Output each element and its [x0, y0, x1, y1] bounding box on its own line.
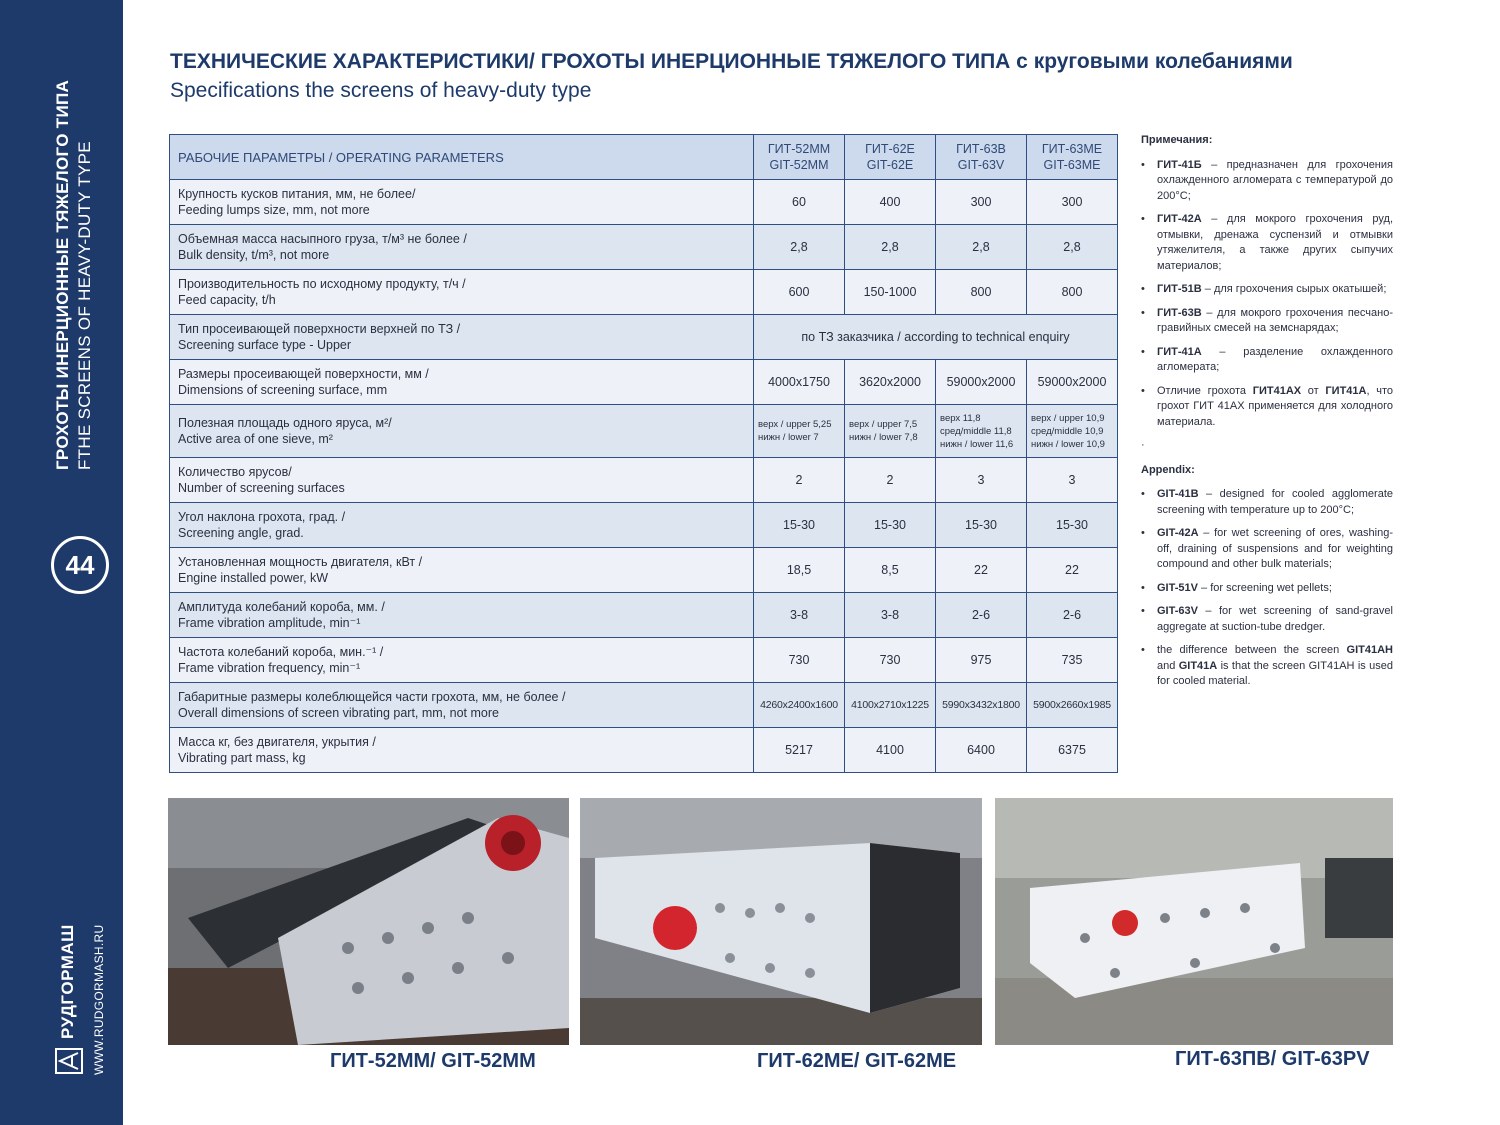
- param-label-ru: Установленная мощность двигателя, кВт /: [178, 555, 423, 569]
- table-row: [170, 180, 1118, 225]
- note-item: [1141, 526, 1393, 573]
- param-label-en: Screening surface type - Upper: [178, 338, 352, 352]
- param-label-ru: Крупность кусков питания, мм, не более/: [178, 187, 416, 201]
- param-label-en: Feeding lumps size, mm, not more: [178, 203, 370, 217]
- value-cell: 59000x2000: [1027, 360, 1118, 405]
- value-cell: 3620x2000: [845, 360, 936, 405]
- table-row: [170, 270, 1118, 315]
- note-item: [1141, 306, 1393, 337]
- param-label: [170, 503, 754, 548]
- note-text: – для мокрого грохочения руд, отмывки, дренажа суспензий и отмывки утяжелителя, а также других сыпучих материалов;: [1157, 213, 1393, 272]
- sidebar: [0, 0, 123, 1125]
- value-line: верх / upper 7,5: [849, 419, 918, 430]
- param-label-ru: Производительность по исходному продукту, т/ч /: [178, 277, 466, 291]
- value-cell: 735: [1027, 638, 1118, 683]
- notes-list-en: [1141, 487, 1393, 690]
- value-line: нижн / lower 7: [758, 432, 819, 443]
- value-cell: 4100x2710x1225: [845, 683, 936, 728]
- value-cell: 15-30: [1027, 503, 1118, 548]
- param-label-ru: Частота колебаний короба, мин.⁻¹ /: [178, 645, 384, 659]
- screen-machine-image: [580, 798, 982, 1045]
- note-text: – for wet screening of sand-gravel aggregate at suction-tube dredger.: [1157, 605, 1393, 633]
- note-model: ГИТ-42А: [1157, 213, 1202, 225]
- param-label: [170, 315, 754, 360]
- value-line: верх 11,8: [940, 412, 981, 424]
- param-label: [170, 593, 754, 638]
- note-text: , что грохот ГИТ 41АХ применяется для холодного материала.: [1157, 384, 1393, 428]
- value-cell: 150-1000: [845, 270, 936, 315]
- param-label: [170, 728, 754, 773]
- param-label: [170, 270, 754, 315]
- model-ru: ГИТ-62Е: [865, 142, 915, 156]
- note-model: GIT41AH: [1346, 644, 1393, 656]
- table-row: [170, 638, 1118, 683]
- model-header: [1027, 135, 1118, 180]
- value-cell: 3: [1027, 458, 1118, 503]
- param-label: [170, 683, 754, 728]
- note-item: [1141, 643, 1393, 690]
- model-ru: ГИТ-63МЕ: [1041, 142, 1103, 156]
- page-title-en: Specifications the screens of heavy-duty type: [170, 79, 592, 102]
- value-cell: 730: [845, 638, 936, 683]
- value-cell: 2: [845, 458, 936, 503]
- table-row: [170, 683, 1118, 728]
- param-label-en: Overall dimensions of screen vibrating part, mm, not more: [178, 706, 499, 720]
- param-label-ru: Угол наклона грохота, град. /: [178, 510, 346, 524]
- value-cell: [936, 405, 1027, 458]
- value-cell: 2,8: [754, 225, 845, 270]
- note-model: ГИТ41АХ: [1252, 384, 1302, 397]
- specs-table-body: [170, 180, 1118, 773]
- model-header: [845, 135, 936, 180]
- note-item: [1141, 212, 1393, 274]
- param-label-ru: Количество ярусов/: [178, 465, 292, 479]
- value-line: нижн / lower 10,9: [1031, 438, 1105, 450]
- page-title-ru-bold: ТЕХНИЧЕСКИЕ ХАРАКТЕРИСТИКИ/ ГРОХОТЫ ИНЕРЦИОННЫЕ ТЯЖЕЛОГО ТИПА: [170, 50, 1011, 73]
- param-label-en: Number of screening surfaces: [178, 481, 345, 495]
- param-label-ru: Тип просеивающей поверхности верхней по ТЗ /: [178, 322, 461, 336]
- param-header: РАБОЧИЕ ПАРАМЕТРЫ / OPERATING PARAMETERS: [170, 135, 754, 180]
- param-label: [170, 225, 754, 270]
- value-cell: 15-30: [845, 503, 936, 548]
- sidebar-title-ru: ГРОХОТЫ ИНЕРЦИОННЫЕ ТЯЖЕЛОГО ТИПА: [53, 79, 72, 470]
- param-label: [170, 548, 754, 593]
- param-label-en: Screening angle, grad.: [178, 526, 304, 540]
- param-label-en: Active area of one sieve, m²: [178, 432, 333, 446]
- value-cell: 15-30: [754, 503, 845, 548]
- note-item: [1141, 158, 1393, 205]
- note-text: – designed for cooled agglomerate screening with temperature up to 200°C;: [1157, 488, 1393, 516]
- value-cell: 18,5: [754, 548, 845, 593]
- sidebar-title-en: FTHE SCREENS OF HEAVY-DUTY TYPE: [75, 141, 94, 470]
- photo-git-62me: [580, 798, 982, 1045]
- value-cell: 5217: [754, 728, 845, 773]
- value-cell: [754, 405, 845, 458]
- value-cell: 5900x2660x1985: [1027, 683, 1118, 728]
- param-label-ru: Габаритные размеры колеблющейся части грохота, мм, не более /: [178, 690, 566, 704]
- photo-git-52mm: [168, 798, 569, 1045]
- value-line: нижн / lower 11,6: [940, 438, 1014, 450]
- param-label: [170, 458, 754, 503]
- value-cell: 6400: [936, 728, 1027, 773]
- note-text: – for wet screening of ores, washing-off, draining of suspensions and for weighting compound and other bulk materials;: [1157, 527, 1393, 570]
- value-cell: 3: [936, 458, 1027, 503]
- param-label-en: Vibrating part mass, kg: [178, 751, 306, 765]
- table-header-row: [170, 135, 1118, 180]
- page-number: 44: [51, 536, 109, 594]
- note-model: ГИТ41А: [1325, 384, 1367, 397]
- value-cell: 4000x1750: [754, 360, 845, 405]
- value-cell: 300: [936, 180, 1027, 225]
- table-row: [170, 458, 1118, 503]
- logo: [52, 924, 84, 1075]
- param-label: [170, 360, 754, 405]
- param-label: [170, 180, 754, 225]
- note-text: – для мокрого грохочения песчано-гравийных смесей на земснарядах;: [1157, 306, 1393, 334]
- brand-name: РУДГОРМАШ: [58, 924, 77, 1039]
- value-cell: 400: [845, 180, 936, 225]
- value-cell: 15-30: [936, 503, 1027, 548]
- param-label-en: Frame vibration frequency, min⁻¹: [178, 661, 361, 675]
- table-row: [170, 315, 1118, 360]
- value-cell: 2-6: [936, 593, 1027, 638]
- note-item: [1141, 282, 1393, 298]
- value-cell: 2-6: [1027, 593, 1118, 638]
- note-text: – разделение охлажденного агломерата;: [1157, 345, 1393, 373]
- note-model: GIT-42A: [1157, 527, 1199, 539]
- value-line: верх / upper 10,9: [1031, 412, 1105, 424]
- screen-machine-image: [995, 798, 1393, 1045]
- note-text: – для грохочения сырых окатышей;: [1201, 283, 1387, 295]
- photo-caption: ГИТ-63ПВ/ GIT-63PV: [1175, 1048, 1370, 1070]
- table-row: [170, 503, 1118, 548]
- note-text: от: [1301, 384, 1326, 397]
- sidebar-title: [53, 0, 95, 470]
- note-item: [1141, 604, 1393, 635]
- model-header: [936, 135, 1027, 180]
- param-label-ru: Амплитуда колебаний короба, мм. /: [178, 600, 385, 614]
- note-text: is that the screen GIT41AH is used for cooled material.: [1157, 659, 1393, 687]
- param-label-en: Bulk density, t/m³, not more: [178, 248, 330, 262]
- note-model: ГИТ-51В: [1157, 283, 1202, 295]
- value-cell: 5990x3432x1800: [936, 683, 1027, 728]
- photo-caption: ГИТ-62МЕ/ GIT-62ME: [757, 1050, 957, 1072]
- page-title-ru: [170, 50, 1293, 74]
- notes-heading-ru: Примечания:: [1141, 134, 1213, 146]
- value-cell: 2,8: [1027, 225, 1118, 270]
- note-item: [1141, 384, 1393, 431]
- note-item: [1141, 581, 1393, 597]
- value-cell: 800: [936, 270, 1027, 315]
- value-cell: 6375: [1027, 728, 1118, 773]
- model-ru: ГИТ-63В: [956, 142, 1006, 156]
- value-cell: 60: [754, 180, 845, 225]
- value-line: нижн / lower 7,8: [849, 432, 918, 443]
- param-label-en: Engine installed power, kW: [178, 571, 329, 585]
- param-label-en: Frame vibration amplitude, min⁻¹: [178, 616, 361, 630]
- value-cell: 800: [1027, 270, 1118, 315]
- brand-logo-icon: [52, 1047, 84, 1075]
- merged-value-cell: по ТЗ заказчика / according to technical enquiry: [754, 315, 1118, 360]
- value-cell: [845, 405, 936, 458]
- model-ru: ГИТ-52ММ: [767, 142, 831, 156]
- value-cell: 22: [936, 548, 1027, 593]
- param-label: [170, 638, 754, 683]
- notes-heading-en: Appendix:: [1141, 463, 1195, 476]
- value-cell: [1027, 405, 1118, 458]
- value-cell: 3-8: [754, 593, 845, 638]
- note-model: GIT-41B: [1157, 488, 1199, 500]
- note-model: ГИТ-41А: [1157, 345, 1202, 358]
- screen-machine-image: [168, 798, 569, 1045]
- param-label-ru: Объемная масса насыпного груза, т/м³ не более /: [178, 232, 467, 246]
- param-label-en: Feed capacity, t/h: [178, 293, 276, 307]
- value-cell: 2: [754, 458, 845, 503]
- model-en: GIT-63ME: [1043, 158, 1101, 172]
- table-row: [170, 405, 1118, 458]
- value-line: верх / upper 5,25: [758, 419, 832, 430]
- website-link[interactable]: WWW.RUDGORMASH.RU: [92, 924, 106, 1075]
- note-model: ГИТ-63В: [1157, 306, 1202, 319]
- photo-caption: ГИТ-52ММ/ GIT-52MM: [330, 1050, 536, 1072]
- model-en: GIT-52MM: [769, 158, 829, 172]
- specs-table: [169, 134, 1118, 773]
- table-row: [170, 225, 1118, 270]
- note-model: GIT-51V: [1157, 581, 1198, 594]
- notes-panel: [1141, 133, 1393, 698]
- note-text: the difference between the screen: [1157, 644, 1347, 656]
- note-model: GIT41A: [1178, 659, 1218, 672]
- value-cell: 8,5: [845, 548, 936, 593]
- value-cell: 59000x2000: [936, 360, 1027, 405]
- value-cell: 4260x2400x1600: [754, 683, 845, 728]
- photo-git-63pv: [995, 798, 1393, 1045]
- note-item: [1141, 345, 1393, 376]
- note-text: and: [1157, 659, 1179, 672]
- param-label-ru: Размеры просеивающей поверхности, мм /: [178, 367, 429, 381]
- note-text: – предназначен для грохочения охлажденного агломерата с температурой до 200°С;: [1157, 158, 1393, 202]
- model-en: GIT-62E: [866, 158, 914, 172]
- value-cell: 2,8: [845, 225, 936, 270]
- param-label-ru: Полезная площадь одного яруса, м²/: [178, 416, 392, 430]
- table-row: [170, 548, 1118, 593]
- param-label: [170, 405, 754, 458]
- notes-separator: ·: [1141, 439, 1145, 451]
- value-cell: 2,8: [936, 225, 1027, 270]
- value-line: сред/middle 11,8: [940, 425, 1012, 437]
- table-row: [170, 728, 1118, 773]
- value-cell: 3-8: [845, 593, 936, 638]
- table-row: [170, 360, 1118, 405]
- value-cell: 22: [1027, 548, 1118, 593]
- note-model: GIT-63V: [1157, 605, 1198, 617]
- table-row: [170, 593, 1118, 638]
- note-text: – for screening wet pellets;: [1197, 581, 1332, 594]
- value-line: сред/middle 10,9: [1031, 425, 1104, 437]
- note-model: ГИТ-41Б: [1157, 158, 1202, 171]
- model-en: GIT-63V: [957, 158, 1005, 172]
- param-label-ru: Масса кг, без двигателя, укрытия /: [178, 735, 376, 749]
- model-header: [754, 135, 845, 180]
- value-cell: 600: [754, 270, 845, 315]
- value-cell: 975: [936, 638, 1027, 683]
- value-cell: 300: [1027, 180, 1118, 225]
- note-item: [1141, 487, 1393, 518]
- value-cell: 730: [754, 638, 845, 683]
- param-label-en: Dimensions of screening surface, mm: [178, 383, 388, 397]
- note-text: Отличие грохота: [1157, 384, 1253, 397]
- page-title-ru-rest: с круговыми колебаниями: [1010, 50, 1293, 73]
- value-cell: 4100: [845, 728, 936, 773]
- notes-list-ru: [1141, 158, 1393, 431]
